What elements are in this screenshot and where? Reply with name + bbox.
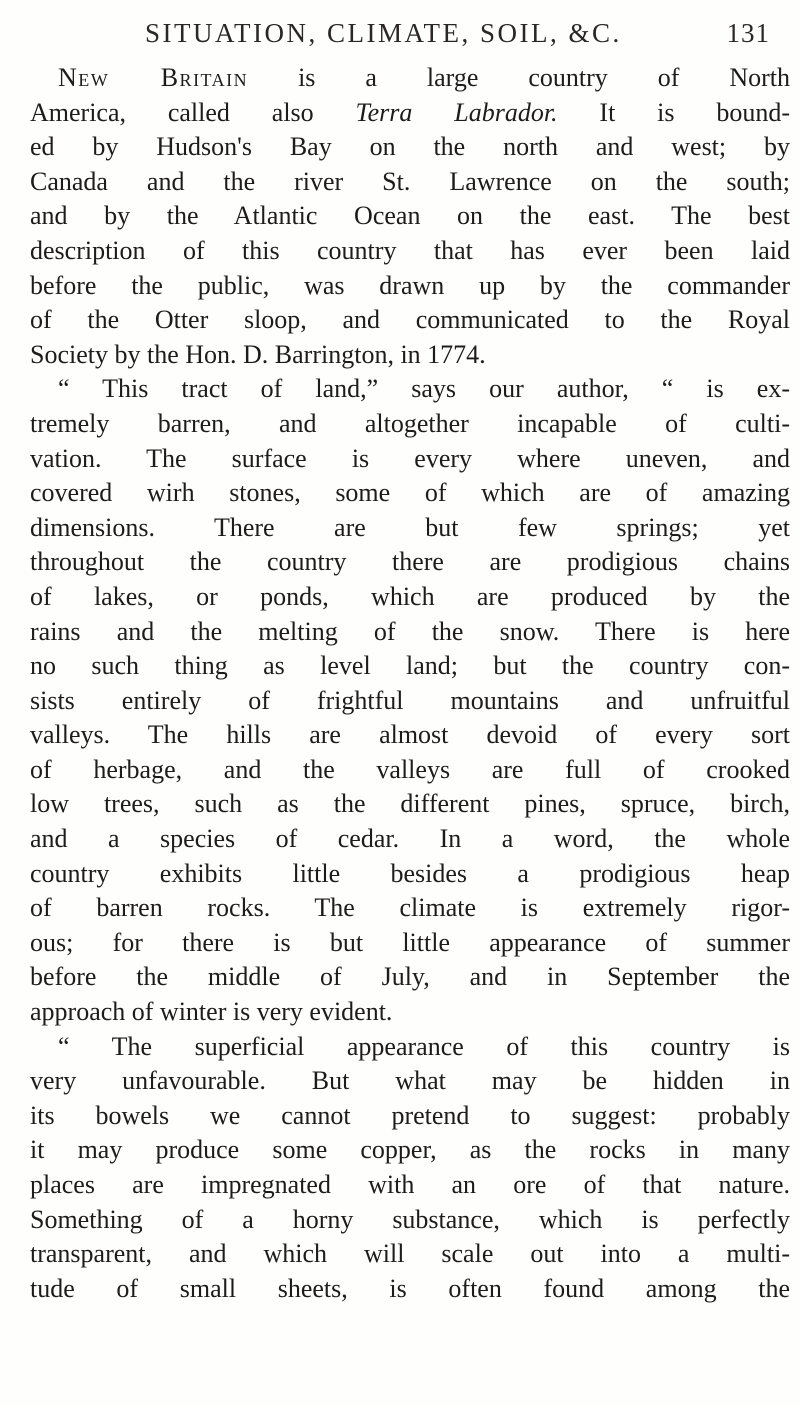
text-line: Canada and the river St. Lawrence on the south; [30, 166, 790, 196]
text-line: throughout the country there are prodigious chains [30, 547, 790, 577]
text-line: ed by Hudson's Bay on the north and west; by [30, 132, 790, 162]
text-line: America, called also Terra Labrador. It is bound- [30, 97, 791, 127]
page-number: 131 [726, 18, 770, 48]
text-line: very unfavourable. But what may be hidden in [30, 1066, 790, 1096]
text-line: tremely barren, and altogether incapable of culti- [30, 408, 790, 438]
text-line: before the public, was drawn up by the commander [30, 270, 790, 300]
text-line: country exhibits little besides a prodigious heap [30, 858, 790, 888]
text-line: of lakes, or ponds, which are produced by the [30, 581, 790, 611]
running-title: SITUATION, CLIMATE, SOIL, &C. [145, 18, 622, 48]
text-line: tude of small sheets, is often found among the [30, 1273, 790, 1303]
text-line: and by the Atlantic Ocean on the east. The best [30, 201, 790, 231]
text-line: “ The superficial appearance of this country is [58, 1031, 790, 1061]
text-line: covered wirh stones, some of which are of amazing [30, 478, 790, 508]
text-line: Something of a horny substance, which is perfectly [30, 1204, 790, 1234]
text-line: before the middle of July, and in September the [30, 962, 790, 992]
text-line: sists entirely of frightful mountains and unfruitful [30, 685, 790, 715]
text-line: New Britain is a large country of North [58, 63, 790, 92]
text-line: its bowels we cannot pretend to suggest: probably [30, 1100, 790, 1130]
text-line: no such thing as level land; but the country con- [30, 651, 790, 681]
text-line: rains and the melting of the snow. There is here [30, 616, 790, 646]
text-line: and a species of cedar. In a word, the whole [30, 824, 790, 854]
body-text [30, 61, 790, 1306]
text-line: dimensions. There are but few springs; yet [30, 512, 790, 542]
text-line: of the Otter sloop, and communicated to the Royal [30, 305, 790, 335]
text-line: of barren rocks. The climate is extremely rigor- [30, 893, 790, 923]
text-line: low trees, such as the different pines, spruce, birch, [30, 789, 790, 819]
text-line: Society by the Hon. D. Barrington, in 1774. [30, 339, 486, 369]
text-line: transparent, and which will scale out into a multi- [30, 1239, 790, 1269]
text-line: it may produce some copper, as the rocks in many [30, 1135, 790, 1165]
text-line: approach of winter is very evident. [30, 997, 393, 1027]
text-line: of herbage, and the valleys are full of crooked [30, 754, 790, 784]
italic-phrase: Terra Labrador. [355, 97, 558, 127]
text-line: ous; for there is but little appearance of summer [30, 927, 790, 957]
running-head [145, 18, 770, 58]
lead-small-caps: New Britain [58, 63, 249, 92]
text-line: “ This tract of land,” says our author, “ is ex- [58, 374, 790, 404]
text-line: places are impregnated with an ore of that nature. [30, 1170, 790, 1199]
text-line: description of this country that has ever been laid [30, 235, 790, 265]
text-line: vation. The surface is every where uneven, and [30, 443, 790, 473]
text-line: valleys. The hills are almost devoid of every sort [30, 720, 790, 750]
